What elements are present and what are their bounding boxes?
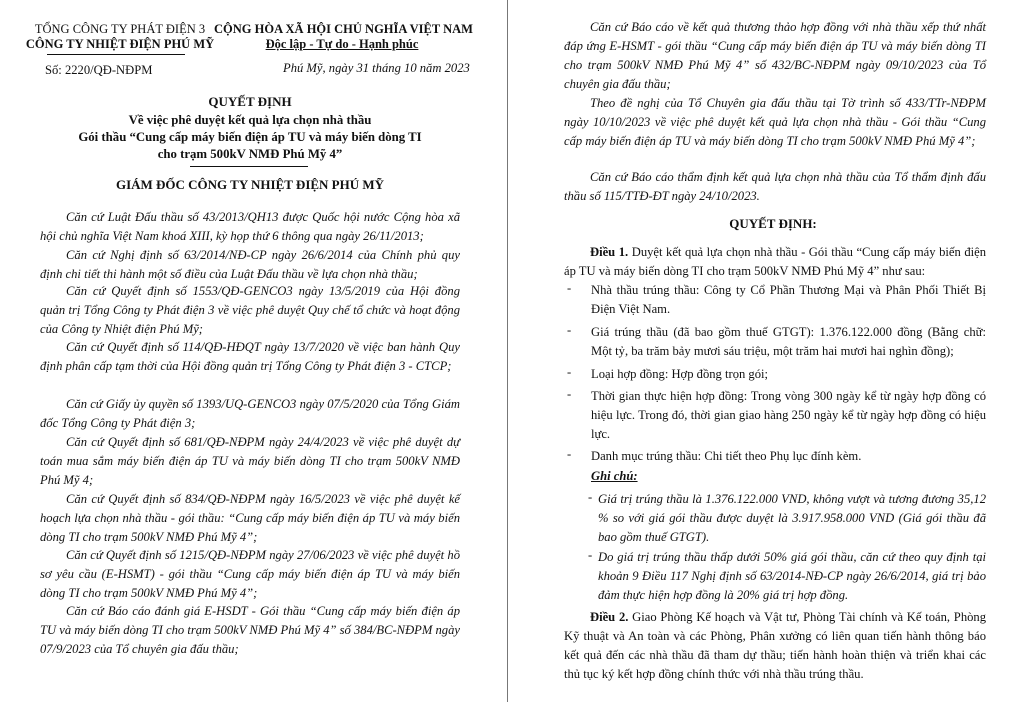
document-page-2 — [508, 0, 1015, 702]
note-2: Do giá trị trúng thầu thấp dưới 50% giá gói thầu, căn cứ theo quy định tại khoản 9 Điều 117 Nghị định số 63/2014-NĐ-CP ngày 26/6/2014, giá trị bảo đảm thực hiện hợp đồng là 20% giá trị hợp đồng. — [598, 550, 986, 602]
article-2 — [564, 608, 986, 684]
legal-basis-11: Theo đề nghị của Tổ Chuyên gia đấu thầu tại Tờ trình số 433/TTr-NĐPM ngày 10/10/2023 về việc phê duyệt kết quả lựa chọn nhà thầu - Gói thầu “Cung cấp máy biến điện áp TU và máy biến dòng TI cho trạm 500kV NMĐ Phú Mỹ 4”; — [564, 96, 986, 148]
subject-line-1: Về việc phê duyệt kết quả lựa chọn nhà thầu — [128, 113, 372, 127]
org-parent: TỔNG CÔNG TY PHÁT ĐIỆN 3 — [34, 22, 206, 36]
document-number: Số: 2220/QĐ-NĐPM — [45, 63, 153, 77]
award-item-contract-type: Loại hợp đồng: Hợp đồng trọn gói; — [591, 367, 769, 381]
award-item-price: Giá trúng thầu (đã bao gồm thuế GTGT): 1.376.122.000 đồng (Bằng chữ: Một tỷ, ba trăm bảy mươi sáu triệu, một trăm hai mươi hai nghìn đồng); — [591, 325, 986, 358]
legal-basis-9: Căn cứ Báo cáo đánh giá E-HSDT - Gói thầu “Cung cấp máy biến điện áp TU và máy biến dòng TI cho trạm 500kV NMĐ Phú Mỹ 4” số 384/BC-NĐPM ngày 07/9/2023 của Tổ chuyên gia đấu thầu; — [40, 604, 460, 656]
legal-basis-7: Căn cứ Quyết định số 834/QĐ-NĐPM ngày 16/5/2023 về việc phê duyệt kế hoạch lựa chọn nhà thầu - gói thầu: “Cung cấp máy biến điện áp TU và máy biến dòng TI cho trạm 500kV NMĐ Phú Mỹ 4”; — [40, 492, 460, 544]
award-item-duration: Thời gian thực hiện hợp đồng: Trong vòng 300 ngày kể từ ngày hợp đồng có hiệu lực. Trong đó, thời gian giao hàng 250 ngày kể từ ngày hợp đồng có hiệu lực. — [591, 389, 986, 441]
note-label: Ghi chú: — [591, 469, 638, 483]
legal-basis-10: Căn cứ Báo cáo về kết quả thương thảo hợp đồng với nhà thầu xếp thứ nhất đáp ứng E-HSMT - gói thầu “Cung cấp máy biến điện áp TU và máy biến dòng TI cho trạm 500kV NMĐ Phú Mỹ 4” số 432/BC-NĐPM ngày 09/10/2023 của Tổ chuyên gia đấu thầu; — [564, 20, 986, 91]
article-1-text: Duyệt kết quả lựa chọn nhà thầu - Gói thầu “Cung cấp máy biến điện áp TU và máy biến dòng TI cho trạm 500kV NMĐ Phú Mỹ 4” như sau: — [564, 245, 987, 278]
award-item-contractor: Nhà thầu trúng thầu: Công ty Cổ Phần Thương Mại và Phân Phối Thiết Bị Điện Việt Nam. — [591, 283, 986, 316]
decision-heading: QUYẾT ĐỊNH: — [729, 216, 817, 231]
org-name: CÔNG TY NHIỆT ĐIỆN PHÚ MỸ — [25, 37, 215, 51]
note-dash: - — [588, 548, 593, 562]
legal-basis-1: Căn cứ Luật Đấu thầu số 43/2013/QH13 được Quốc hội nước Cộng hòa xã hội chủ nghĩa Việt Nam khoá XIII, kỳ họp thứ 6 thông qua ngày 26/11/2013; — [40, 210, 460, 243]
bullet-dash: - — [567, 281, 572, 295]
legal-basis-8: Căn cứ Quyết định số 1215/QĐ-NĐPM ngày 27/06/2023 về việc phê duyệt hồ sơ yêu cầu (E-HSMT) - gói thầu “Cung cấp máy biến điện áp TU và máy biến dòng TI cho trạm 500kV NMĐ Phú Mỹ 4”; — [40, 548, 460, 600]
article-1-label: Điều 1. — [590, 245, 629, 259]
note-dash: - — [588, 490, 593, 504]
national-title: CỘNG HÒA XÃ HỘI CHỦ NGHĨA VIỆT NAM — [214, 22, 473, 36]
legal-basis-12: Căn cứ Báo cáo thẩm định kết quả lựa chọn nhà thầu của Tổ thẩm định đấu thầu số 115/TTĐ-ĐT ngày 24/10/2023. — [564, 170, 986, 203]
article-2-text: Giao Phòng Kế hoạch và Vật tư, Phòng Tài chính và Kế toán, Phòng Kỹ thuật và An toàn và các Phòng, Phân xưởng có liên quan tiến hành thông báo kết quả đến các nhà thầu đã tham dự thầu; tiến hành hoàn thiện và triển khai các thủ tục ký kết hợp đồng chính thức với nhà thầu trúng thầu. — [564, 610, 987, 681]
legal-basis-5: Căn cứ Giấy ủy quyền số 1393/UQ-GENCO3 ngày 07/5/2020 của Tổng Giám đốc Tổng Công ty Phát điện 3; — [40, 397, 460, 430]
bullet-dash: - — [567, 323, 572, 337]
national-motto: Độc lập - Tự do - Hạnh phúc — [265, 37, 419, 51]
legal-basis-4: Căn cứ Quyết định số 114/QĐ-HĐQT ngày 13/7/2020 về việc ban hành Quy định phân cấp tạm thời của Hội đồng quản trị Tổng Công ty Phát điện 3 - CTCP; — [40, 340, 460, 373]
legal-basis-6: Căn cứ Quyết định số 681/QĐ-NĐPM ngày 24/4/2023 về việc phê duyệt dự toán mua sắm máy biến điện áp TU và máy biến dòng TI cho trạm 500kV NMĐ Phú Mỹ 4; — [40, 435, 460, 487]
article-1 — [564, 243, 986, 281]
note-1: Giá trị trúng thầu là 1.376.122.000 VND, không vượt và tương đương 35,12 % so với giá gói thầu được duyệt là 3.917.958.000 VND (Giá gói thầu đã bao gồm thuế GTGT). — [598, 492, 986, 544]
issuer-title: GIÁM ĐỐC CÔNG TY NHIỆT ĐIỆN PHÚ MỸ — [115, 177, 385, 192]
subject-line-3: cho trạm 500kV NMĐ Phú Mỹ 4” — [157, 147, 343, 161]
header-left — [20, 22, 220, 52]
bullet-dash: - — [567, 447, 572, 461]
legal-basis-3: Căn cứ Quyết định số 1553/QĐ-GENCO3 ngày 13/5/2019 của Hội đồng quản trị Tổng Công ty Phát điện 3 về việc phê duyệt Quy chế tổ chức và hoạt động của Công ty Nhiệt điện Phú Mỹ; — [40, 284, 460, 336]
document-type-title: QUYẾT ĐỊNH — [208, 94, 292, 109]
bullet-dash: - — [567, 365, 572, 379]
place-date: Phú Mỹ, ngày 31 tháng 10 năm 2023 — [283, 61, 470, 75]
legal-basis-2: Căn cứ Nghị định số 63/2014/NĐ-CP ngày 26/6/2014 của Chính phủ quy định chi tiết thi hành một số điều của Luật Đấu thầu về lựa chọn nhà thầu; — [40, 248, 460, 281]
document-subject — [0, 112, 500, 163]
header-right — [214, 22, 473, 52]
document-page-1 — [0, 0, 507, 702]
subject-underline — [190, 166, 308, 167]
award-item-scope: Danh mục trúng thầu: Chi tiết theo Phụ lục đính kèm. — [591, 449, 862, 463]
subject-line-2: Gói thầu “Cung cấp máy biến điện áp TU và máy biến dòng TI — [78, 130, 422, 144]
bullet-dash: - — [567, 387, 572, 401]
org-underline — [47, 54, 185, 55]
article-2-label: Điều 2. — [590, 610, 629, 624]
